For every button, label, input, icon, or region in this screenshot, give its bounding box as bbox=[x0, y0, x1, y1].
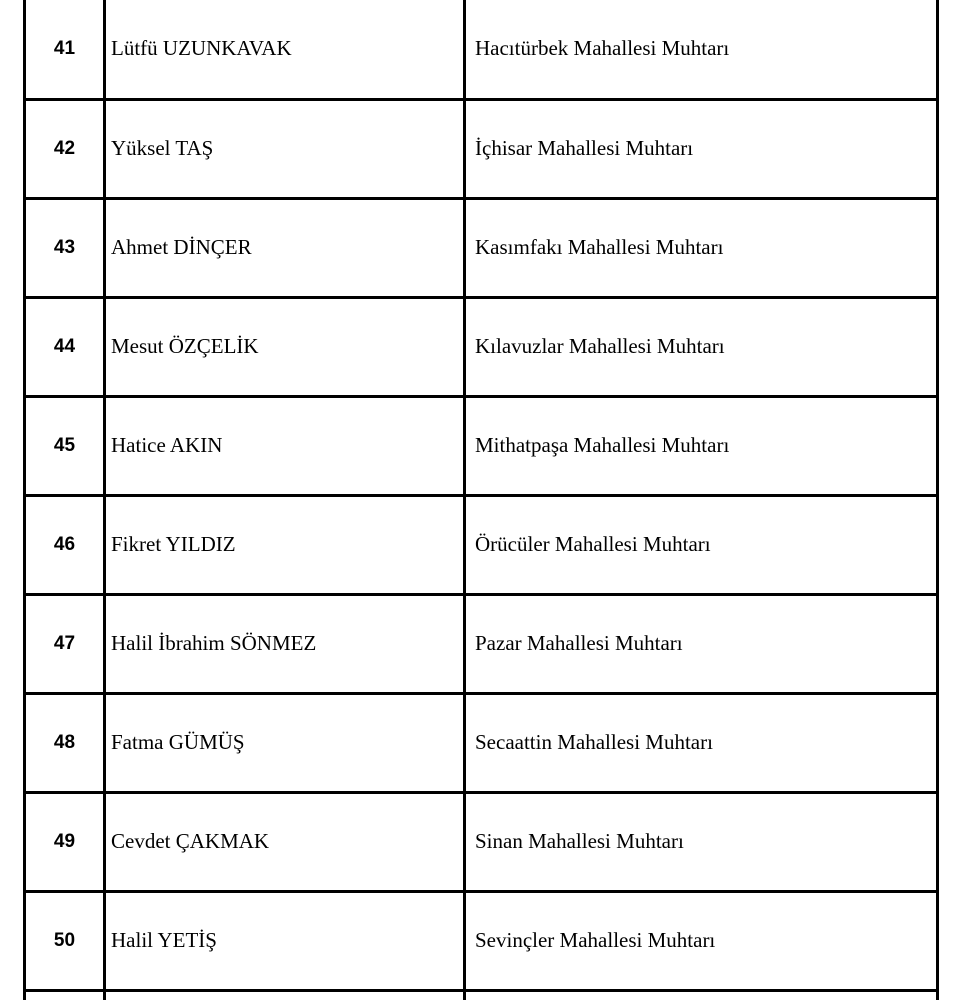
table-row bbox=[25, 495, 938, 594]
muhtar-title-cell: Kılavuzlar Mahallesi Muhtarı bbox=[465, 297, 938, 396]
person-name-cell: Halil İbrahim SÖNMEZ bbox=[105, 594, 465, 693]
row-number-cell: 45 bbox=[25, 396, 105, 495]
row-number-cell: 42 bbox=[25, 99, 105, 198]
table-row bbox=[25, 792, 938, 891]
muhtar-title-cell: Hacıtürbek Mahallesi Muhtarı bbox=[465, 0, 938, 99]
table-row bbox=[25, 0, 938, 99]
row-number-cell: 41 bbox=[25, 0, 105, 99]
muhtar-title-cell: Mithatpaşa Mahallesi Muhtarı bbox=[465, 396, 938, 495]
table-row bbox=[25, 693, 938, 792]
muhtar-title-cell: İçhisar Mahallesi Muhtarı bbox=[465, 99, 938, 198]
person-name-cell: Yüksel TAŞ bbox=[105, 99, 465, 198]
empty-cell bbox=[465, 990, 938, 1000]
table-row bbox=[25, 396, 938, 495]
row-number-cell: 50 bbox=[25, 891, 105, 990]
muhtar-title-cell: Secaattin Mahallesi Muhtarı bbox=[465, 693, 938, 792]
row-number-cell: 48 bbox=[25, 693, 105, 792]
person-name-cell: Fatma GÜMÜŞ bbox=[105, 693, 465, 792]
table-row-cutoff bbox=[25, 990, 938, 1000]
row-number-cell: 43 bbox=[25, 198, 105, 297]
row-number-cell: 46 bbox=[25, 495, 105, 594]
person-name-cell: Mesut ÖZÇELİK bbox=[105, 297, 465, 396]
table-row bbox=[25, 297, 938, 396]
muhtar-title-cell: Pazar Mahallesi Muhtarı bbox=[465, 594, 938, 693]
row-number-cell: 44 bbox=[25, 297, 105, 396]
table-row bbox=[25, 891, 938, 990]
muhtar-title-cell: Sevinçler Mahallesi Muhtarı bbox=[465, 891, 938, 990]
person-name-cell: Fikret YILDIZ bbox=[105, 495, 465, 594]
muhtar-title-cell: Örücüler Mahallesi Muhtarı bbox=[465, 495, 938, 594]
person-name-cell: Lütfü UZUNKAVAK bbox=[105, 0, 465, 99]
muhtar-table-body bbox=[25, 0, 938, 1000]
table-row bbox=[25, 99, 938, 198]
person-name-cell: Ahmet DİNÇER bbox=[105, 198, 465, 297]
person-name-cell: Halil YETİŞ bbox=[105, 891, 465, 990]
muhtar-table bbox=[23, 0, 939, 1000]
row-number-cell: 47 bbox=[25, 594, 105, 693]
person-name-cell: Hatice AKIN bbox=[105, 396, 465, 495]
row-number-cell: 49 bbox=[25, 792, 105, 891]
person-name-cell: Cevdet ÇAKMAK bbox=[105, 792, 465, 891]
muhtar-title-cell: Kasımfakı Mahallesi Muhtarı bbox=[465, 198, 938, 297]
table-row bbox=[25, 198, 938, 297]
table-row bbox=[25, 594, 938, 693]
muhtar-title-cell: Sinan Mahallesi Muhtarı bbox=[465, 792, 938, 891]
empty-cell bbox=[105, 990, 465, 1000]
empty-cell bbox=[25, 990, 105, 1000]
